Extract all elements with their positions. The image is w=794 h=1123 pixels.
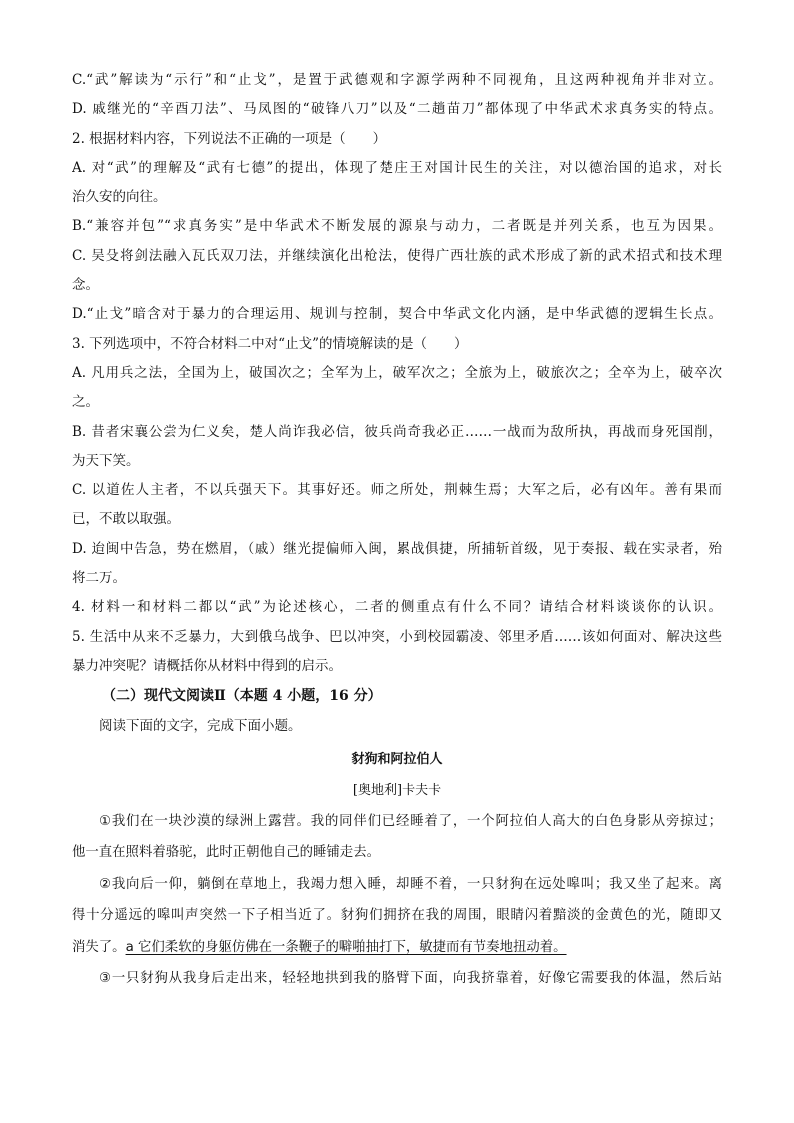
question-5: 5. 生活中从来不乏暴力，大到俄乌战争、巴以冲突，小到校园霸凌、邻里矛盾……该如何面对、解决这些 xyxy=(72,628,722,645)
article-title: 豺狗和阿拉伯人 xyxy=(351,751,443,767)
option-c-1: C.“武”解读为“示行”和“止戈”，是置于武德观和字源学两种不同视角，且这两种视角并非对立。 xyxy=(72,72,722,88)
question-5-cont: 暴力冲突呢？请概括你从材料中得到的启示。 xyxy=(72,657,342,674)
question-4: 4. 材料一和材料二都以“武”为论述核心，二者的侧重点有什么不同？请结合材料谈谈你的认识。 xyxy=(72,599,722,616)
document-page xyxy=(72,66,722,995)
story-paragraph-3: ③一只豺狗从我身后走出来，轻轻地拱到我的胳臂下面，向我挤靠着，好像它需要我的体温，然后站 xyxy=(99,971,722,987)
question-2: 2. 根据材料内容，下列说法不正确的一项是（ ） xyxy=(72,130,387,147)
q3-option-b: B. 昔者宋襄公尝为仁义矣，楚人尚诈我必信，彼兵尚奇我必正……一战而为敌所执，再战而身死国削， xyxy=(72,423,722,440)
q2-option-a-cont: 治久安的向往。 xyxy=(72,189,167,206)
story-paragraph-1-cont: 他一直在照料着骆驼，此时正朝他自己的睡铺走去。 xyxy=(72,845,380,861)
q2-option-c-cont: 念。 xyxy=(72,277,99,294)
underlined-sentence-a: a 它们柔软的身躯仿佛在一条鞭子的噼啪抽打下，敏捷而有节奏地扭动着。 xyxy=(125,939,567,955)
q3-option-c-cont: 已，不敢以取强。 xyxy=(72,511,180,528)
q3-option-d-cont: 将二万。 xyxy=(72,570,126,587)
q3-option-a: A. 凡用兵之法，全国为上，破国次之；全军为上，破军次之；全旅为上，破旅次之；全卒为上，破卒次 xyxy=(72,364,722,381)
question-3: 3. 下列选项中，不符合材料二中对“止戈”的情境解读的是（ ） xyxy=(72,335,468,352)
story-paragraph-1: ①我们在一块沙漠的绿洲上露营。我的同伴们已经睡着了，一个阿拉伯人高大的白色身影从旁掠过； xyxy=(99,813,722,829)
story-paragraph-2: ②我向后一仰，躺倒在草地上，我竭力想入睡，却睡不着，一只豺狗在远处嗥叫；我又坐了起来。离 xyxy=(99,876,722,892)
q2-option-b: B.“兼容并包”“求真务实”是中华武术不断发展的源泉与动力，二者既是并列关系，也互为因果。 xyxy=(72,218,722,235)
article-author: [奥地利]卡夫卡 xyxy=(352,782,442,798)
story-paragraph-2-line3 xyxy=(72,932,722,964)
q3-option-d: D. 迨闽中告急，势在燃眉，（戚）继光提偏师入闽，累战俱捷，所捕斩首级，见于奏报、载在实录者，殆 xyxy=(72,540,722,557)
option-d-1: D. 戚继光的“辛酉刀法”、马凤图的“破锋八刀”以及“二趟苗刀”都体现了中华武术求真务实的特点。 xyxy=(72,101,722,118)
instruction: 阅读下面的文字，完成下面小题。 xyxy=(99,718,302,735)
q3-option-b-cont: 为天下笑。 xyxy=(72,452,140,469)
q3-option-a-cont: 之。 xyxy=(72,394,99,411)
section-title: （二）现代文阅读Ⅱ（本题 4 小题，16 分） xyxy=(102,688,382,705)
q3-option-c: C. 以道佐人主者，不以兵强天下。其事好还。师之所处，荆棘生焉；大军之后，必有凶年。善有果而 xyxy=(72,482,722,499)
story-paragraph-2-cont: 得十分遥远的嗥叫声突然一下子相当近了。豺狗们拥挤在我的周围，眼睛闪着黯淡的金黄色的光，随即又 xyxy=(72,908,722,924)
q2-option-c: C. 吴殳将剑法融入瓦氏双刀法，并继续演化出枪法，使得广西壮族的武术形成了新的武术招式和技术理 xyxy=(72,247,722,264)
story-text: 消失了。 xyxy=(72,939,126,955)
q2-option-d: D.“止戈”暗含对于暴力的合理运用、规训与控制，契合中华武文化内涵，是中华武德的逻辑生长点。 xyxy=(72,306,722,323)
q2-option-a: A. 对“武”的理解及“武有七德”的提出，体现了楚庄王对国计民生的关注，对以德治国的追求，对长 xyxy=(72,159,722,176)
